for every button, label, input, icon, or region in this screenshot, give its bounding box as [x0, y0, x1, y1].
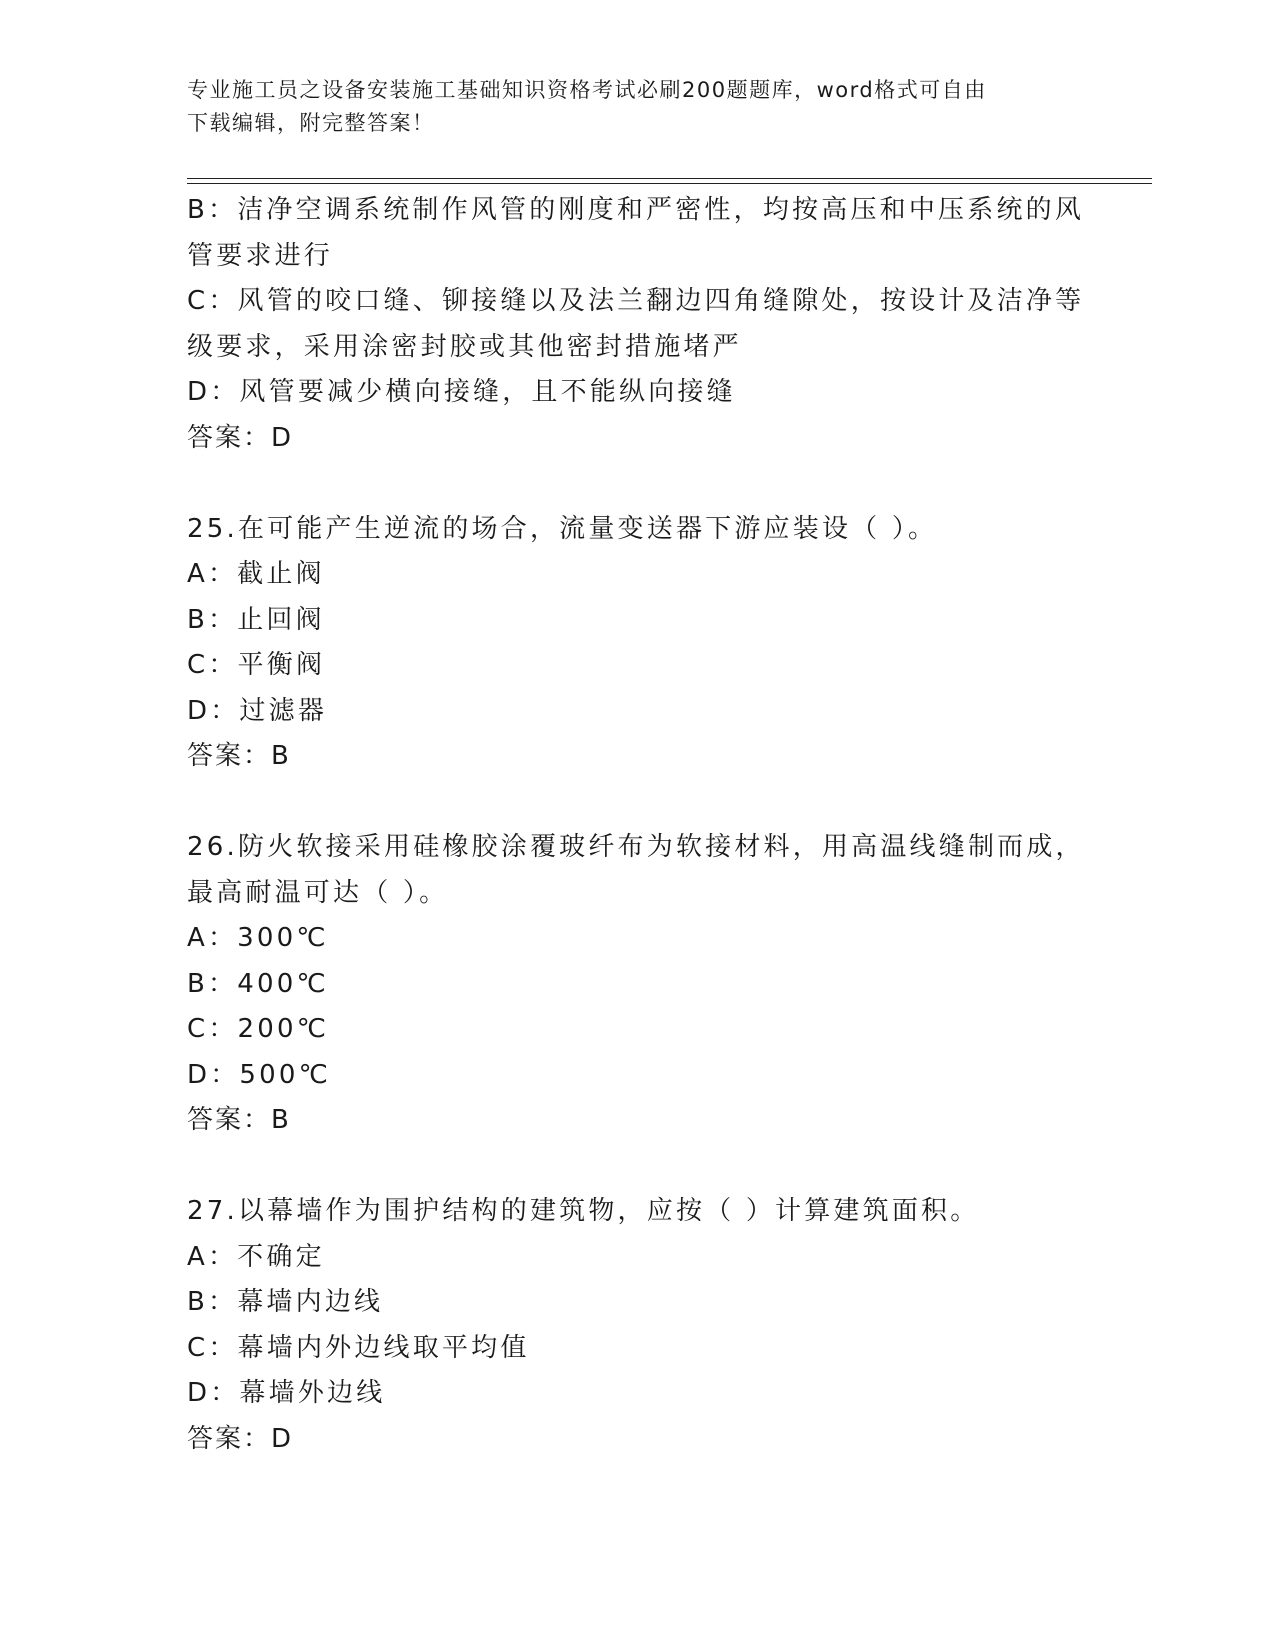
- question-26: [187, 825, 1087, 1144]
- option-c-line-1: C：风管的咬口缝、铆接缝以及法兰翻边四角缝隙处，按设计及洁净等: [187, 286, 1085, 316]
- option-d: D：幕墙外边线: [187, 1378, 386, 1408]
- question-27: [187, 1189, 1087, 1462]
- option-b: B：止回阀: [187, 604, 325, 635]
- option-c: C：平衡阀: [187, 650, 326, 680]
- option-d: D：风管要减少横向接缝，且不能纵向接缝: [187, 377, 736, 407]
- answer: 答案：D: [187, 422, 294, 453]
- option-a: A：截止阀: [187, 559, 325, 589]
- answer: 答案：B: [187, 741, 291, 771]
- option-c-line-2: 级要求，采用涂密封胶或其他密封措施堵严: [187, 331, 742, 362]
- question-continued: [187, 188, 1087, 461]
- answer: 答案：D: [187, 1423, 294, 1454]
- option-d: D：500℃: [187, 1059, 332, 1090]
- option-b: B：400℃: [187, 968, 329, 999]
- document-header: [187, 74, 1067, 140]
- question-stem-line-1: 26.防火软接采用硅橡胶涂覆玻纤布为软接材料，用高温线缝制而成，: [187, 832, 1085, 862]
- question-stem: 27.以幕墙作为围护结构的建筑物，应按（ ）计算建筑面积。: [187, 1196, 980, 1226]
- option-b: B：幕墙内边线: [187, 1287, 384, 1317]
- option-d: D：过滤器: [187, 695, 328, 726]
- option-a: A：300℃: [187, 923, 329, 953]
- spacer: [187, 1144, 1087, 1190]
- header-line-2: 下载编辑，附完整答案！: [187, 111, 435, 135]
- answer: 答案：B: [187, 1105, 291, 1135]
- option-a: A：不确定: [187, 1241, 325, 1272]
- question-25: [187, 507, 1087, 780]
- question-list: [187, 188, 1087, 1462]
- option-c: C：幕墙内外边线取平均值: [187, 1332, 530, 1363]
- option-c: C：200℃: [187, 1014, 330, 1044]
- header-line-1: 专业施工员之设备安装施工基础知识资格考试必刷200题题库，word格式可自由: [187, 78, 987, 102]
- question-stem: 25.在可能产生逆流的场合，流量变送器下游应装设（ ）。: [187, 513, 938, 544]
- option-b-line-2: 管要求进行: [187, 240, 334, 271]
- spacer: [187, 780, 1087, 826]
- option-b-line-1: B：洁净空调系统制作风管的刚度和严密性，均按高压和中压系统的风: [187, 195, 1085, 225]
- question-stem-line-2: 最高耐温可达（ ）。: [187, 877, 449, 908]
- spacer: [187, 461, 1087, 507]
- header-rule-bottom: [187, 183, 1152, 184]
- header-rule-top: [187, 178, 1152, 179]
